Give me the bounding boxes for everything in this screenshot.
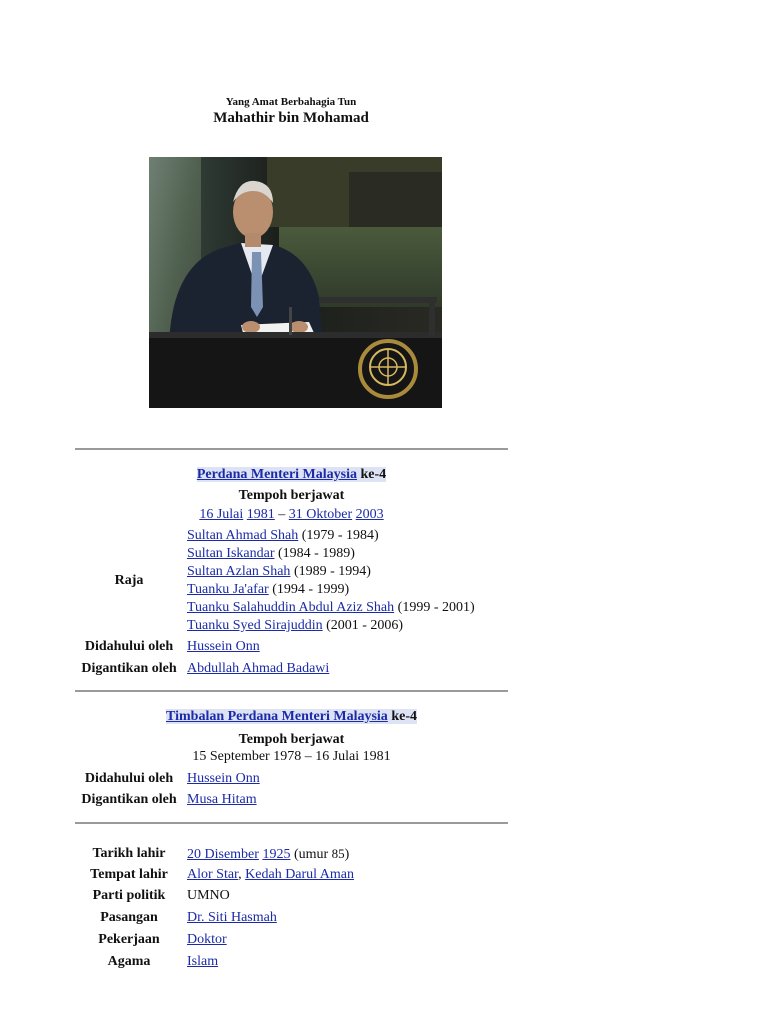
raja-link[interactable]: Tuanku Salahuddin Abdul Aziz Shah <box>187 600 395 615</box>
birth-day-link[interactable]: 20 Disember <box>187 847 259 862</box>
raja-years: (2001 - 2006) <box>322 618 404 633</box>
birth-place-value <box>187 867 354 883</box>
pm-succeeded-label: Digantikan oleh <box>81 661 177 676</box>
dpm-succeeded-link[interactable]: Musa Hitam <box>187 792 257 807</box>
raja-item <box>187 564 371 580</box>
age-prefix: (umur <box>290 847 332 862</box>
dpm-preceded-label: Didahului oleh <box>84 771 174 786</box>
raja-item <box>187 528 379 544</box>
separator-bottom <box>75 822 508 824</box>
spouse-link[interactable]: Dr. Siti Hasmah <box>187 910 277 925</box>
pm-start-day-link[interactable]: 16 Julai <box>199 507 244 522</box>
party-row <box>75 888 515 906</box>
party-value: UMNO <box>187 888 230 903</box>
birth-place-comma: , <box>238 867 246 882</box>
birth-place-label: Tempat lahir <box>90 867 168 882</box>
raja-item <box>187 600 475 616</box>
birth-state-link[interactable]: Kedah Darul Aman <box>245 867 355 882</box>
honorific: Yang Amat Berbahagia Tun <box>225 96 357 108</box>
pm-start-year-link[interactable]: 1981 <box>246 507 275 522</box>
pm-succeeded-row <box>75 661 515 679</box>
birth-date-row <box>75 846 515 864</box>
raja-label: Raja <box>114 573 144 588</box>
raja-years: (1999 - 2001) <box>394 600 475 615</box>
age-value: 85 <box>331 846 345 861</box>
raja-years: (1979 - 1984) <box>298 528 379 543</box>
raja-years: (1994 - 1999) <box>268 582 350 597</box>
raja-link[interactable]: Tuanku Syed Sirajuddin <box>187 618 323 633</box>
dpm-office-heading <box>75 709 508 725</box>
dpm-office-suffix: ke-4 <box>387 709 417 724</box>
pm-end-year-link[interactable]: 2003 <box>355 507 384 522</box>
religion-label: Agama <box>107 954 151 969</box>
separator-top <box>75 448 508 450</box>
dpm-preceded-link[interactable]: Hussein Onn <box>187 771 260 786</box>
raja-item <box>187 618 403 634</box>
pm-preceded-link[interactable]: Hussein Onn <box>187 639 260 654</box>
pm-tenure <box>75 507 508 523</box>
religion-link[interactable]: Islam <box>187 954 219 969</box>
birth-place-row <box>75 867 515 885</box>
raja-item <box>187 582 349 598</box>
separator-middle <box>75 690 508 692</box>
raja-link[interactable]: Sultan Ahmad Shah <box>187 528 299 543</box>
occupation-label: Pekerjaan <box>98 932 160 947</box>
pm-end-day-link[interactable]: 31 Oktober <box>288 507 353 522</box>
spouse-row <box>75 910 515 928</box>
pm-preceded-row <box>75 639 515 657</box>
party-label: Parti politik <box>92 888 166 903</box>
pm-office-link[interactable]: Perdana Menteri Malaysia <box>196 467 357 482</box>
pm-tenure-dash: – <box>274 507 289 522</box>
pm-office-heading <box>75 467 508 483</box>
pm-preceded-label: Didahului oleh <box>84 639 174 654</box>
raja-years: (1989 - 1994) <box>290 564 371 579</box>
dpm-succeeded-label: Digantikan oleh <box>81 792 177 807</box>
raja-item <box>187 546 355 562</box>
raja-link[interactable]: Sultan Iskandar <box>187 546 275 561</box>
pm-succeeded-link[interactable]: Abdullah Ahmad Badawi <box>187 661 330 676</box>
spouse-label: Pasangan <box>100 910 158 925</box>
occupation-row <box>75 932 515 950</box>
person-name: Mahathir bin Mohamad <box>213 110 369 126</box>
birth-date-value <box>187 846 349 863</box>
raja-years: (1984 - 1989) <box>274 546 355 561</box>
birth-date-label: Tarikh lahir <box>92 846 166 861</box>
dpm-tenure-label: Tempoh berjawat <box>238 732 345 747</box>
pm-office-suffix: ke-4 <box>357 467 387 482</box>
dpm-office-link[interactable]: Timbalan Perdana Menteri Malaysia <box>166 709 388 724</box>
portrait-photo <box>149 157 442 408</box>
occupation-link[interactable]: Doktor <box>187 932 227 947</box>
religion-row <box>75 954 515 972</box>
age-suffix: ) <box>344 847 350 862</box>
pm-tenure-label: Tempoh berjawat <box>238 488 345 503</box>
dpm-succeeded-row <box>75 792 515 810</box>
birth-year-link[interactable]: 1925 <box>262 847 291 862</box>
dpm-tenure: 15 September 1978 – 16 Julai 1981 <box>192 749 391 764</box>
raja-link[interactable]: Sultan Azlan Shah <box>187 564 291 579</box>
birth-town-link[interactable]: Alor Star <box>187 867 239 882</box>
dpm-preceded-row <box>75 771 515 789</box>
raja-link[interactable]: Tuanku Ja'afar <box>187 582 269 597</box>
